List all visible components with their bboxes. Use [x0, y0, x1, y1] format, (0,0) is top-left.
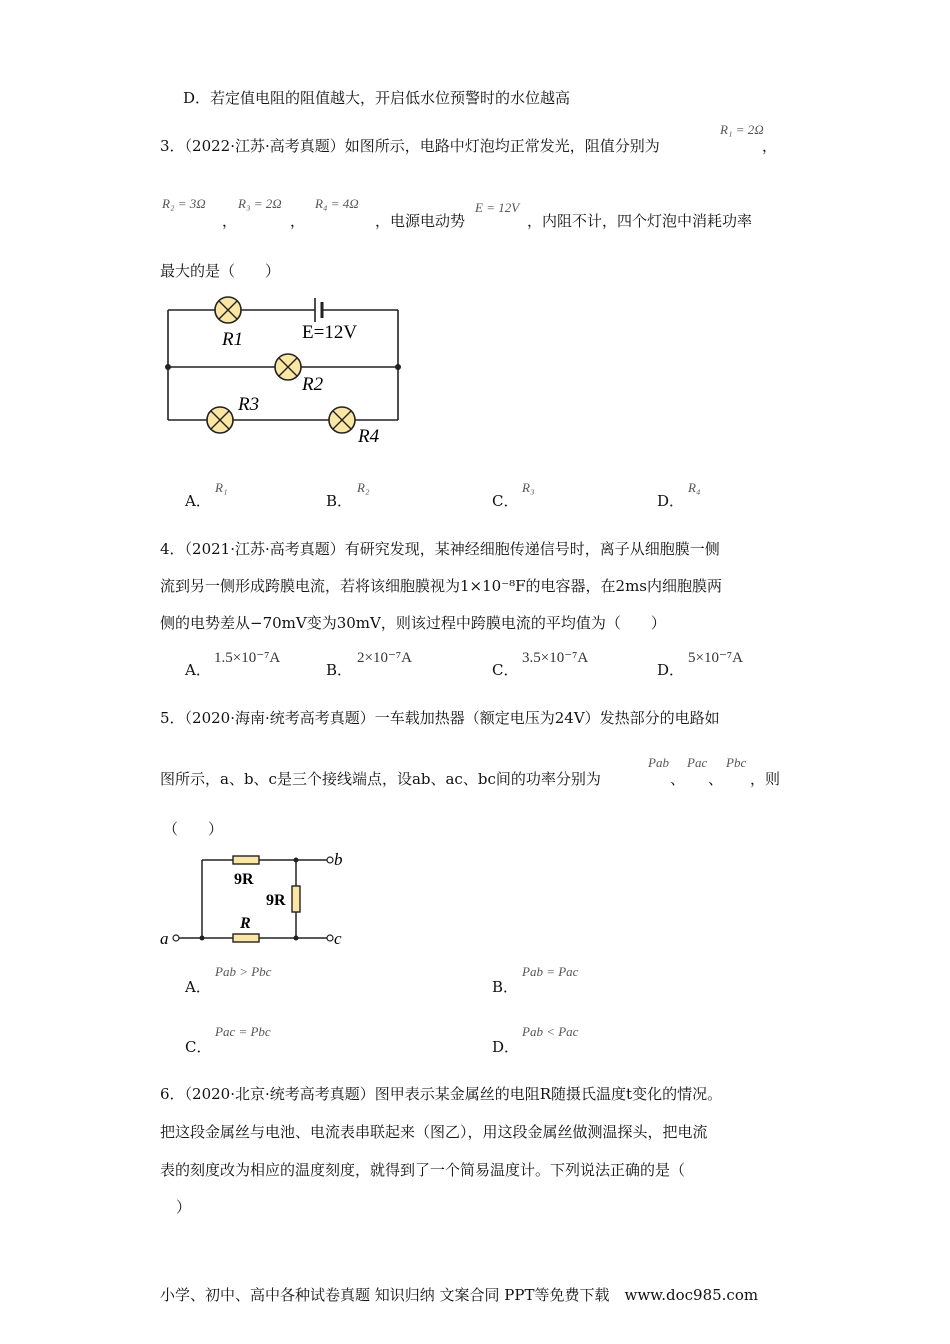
q3-option-c-label[interactable]: C．: [492, 492, 519, 510]
q3-option-d-label[interactable]: D．: [657, 492, 685, 510]
q3-option-d-value[interactable]: R₄: [688, 480, 701, 495]
q4-option-c-label[interactable]: C．: [492, 661, 519, 679]
q3-r2-eq: R₂ = 3Ω: [162, 196, 206, 211]
q5-p-ac: Pac: [687, 755, 708, 770]
label-emf: E=12V: [302, 322, 358, 343]
terminal-b: b: [334, 850, 343, 869]
q3-emf-eq: E = 12V: [475, 200, 520, 215]
q3-line1: 3．（2022·江苏·高考真题）如图所示，电路中灯泡均正常发光，阻值分别为: [160, 137, 660, 155]
q5-option-a-label[interactable]: A．: [185, 978, 211, 996]
q4-option-a-value[interactable]: 1.5×10⁻⁷A: [214, 650, 281, 666]
q3-option-a-value[interactable]: R₁: [215, 480, 228, 495]
q5-option-d-label[interactable]: D．: [492, 1038, 520, 1056]
q3-comma: ，: [222, 212, 238, 230]
lamp-icon: [207, 297, 358, 433]
q3-line3: 最大的是（ ）: [160, 262, 281, 280]
q4-line2: 流到另一侧形成跨膜电流，若将该细胞膜视为1×10⁻⁸F的电容器，在2ms内细胞膜两: [160, 577, 723, 595]
q5-option-c-label[interactable]: C．: [185, 1038, 212, 1056]
q5-option-a-value[interactable]: Pab > Pbc: [215, 964, 272, 979]
q5-line1: 5．（2020·海南·统考高考真题）一车载加热器（额定电压为24V）发热部分的电路如: [160, 709, 720, 727]
q3-circuit-diagram: [0, 0, 950, 460]
terminal-c: c: [334, 929, 342, 948]
q4-line3: 侧的电势差从−70mV变为30mV，则该过程中跨膜电流的平均值为（ ）: [160, 614, 666, 632]
label-top-9r: 9R: [234, 871, 254, 888]
q3-option-a-label[interactable]: A．: [185, 492, 211, 510]
q3-line2-rest: ，内阻不计，四个灯泡中消耗功率: [527, 212, 753, 230]
q6-line1: 6．（2020·北京·统考高考真题）图甲表示某金属丝的电阻R随摄氏温度t变化的情况。: [160, 1085, 723, 1103]
label-r3: R3: [238, 394, 260, 415]
q4-option-c-value[interactable]: 3.5×10⁻⁷A: [522, 650, 589, 666]
q4-option-b-value[interactable]: 2×10⁻⁷A: [357, 650, 412, 666]
q6-line2: 把这段金属丝与电池、电流表串联起来（图乙），用这段金属丝做测温探头，把电流: [160, 1123, 708, 1141]
q6-line4: ）: [176, 1198, 192, 1216]
q4-line1: 4．（2021·江苏·高考真题）有研究发现，某神经细胞传递信号时，离子从细胞膜一侧: [160, 540, 720, 558]
q5-option-d-value[interactable]: Pab < Pac: [522, 1024, 579, 1039]
q4-option-d-value[interactable]: 5×10⁻⁷A: [688, 650, 743, 666]
q4-option-d-label[interactable]: D．: [657, 661, 685, 679]
q3-comma: ，: [762, 137, 778, 155]
label-right-9r: 9R: [266, 892, 286, 909]
q3-option-b-value[interactable]: R₂: [357, 480, 370, 495]
q4-option-a-label[interactable]: A．: [185, 661, 211, 679]
page-footer: 小学、初中、高中各种试卷真题 知识归纳 文案合同 PPT等免费下载 www.doc985.com: [160, 1286, 759, 1304]
q3-comma: ，: [290, 212, 306, 230]
q3-r4-eq: R₄ = 4Ω: [315, 196, 359, 211]
q5-line2-end: ，则: [750, 770, 781, 788]
q6-line3: 表的刻度改为相应的温度刻度，就得到了一个简易温度计。下列说法正确的是（: [160, 1161, 686, 1179]
q3-emf-text: ，电源电动势: [375, 212, 466, 230]
q3-r3-eq: R₃ = 2Ω: [238, 196, 282, 211]
q5-option-b-label[interactable]: B．: [492, 978, 519, 996]
q4-option-b-label[interactable]: B．: [326, 661, 353, 679]
q5-p-bc: Pbc: [726, 755, 747, 770]
q5-p-ab: Pab: [648, 755, 669, 770]
q3-r1-eq: R₁ = 2Ω: [720, 122, 764, 137]
q5-option-c-value[interactable]: Pac = Pbc: [215, 1024, 271, 1039]
terminal-a: a: [160, 929, 169, 948]
label-r4: R4: [358, 426, 380, 447]
prev-option-d: D．若定值电阻的阻值越大，开启低水位预警时的水位越高: [183, 89, 571, 107]
q5-line3: （ ）: [163, 820, 224, 838]
label-bottom-r: R: [240, 915, 251, 932]
q5-sep: 、: [670, 770, 686, 788]
q3-option-b-label[interactable]: B．: [326, 492, 353, 510]
q3-option-c-value[interactable]: R₃: [522, 480, 535, 495]
q5-line2: 图所示，a、b、c是三个接线端点，设ab、ac、bc间的功率分别为: [160, 770, 601, 788]
q5-circuit-diagram: [0, 840, 400, 960]
q5-option-b-value[interactable]: Pab = Pac: [522, 964, 579, 979]
label-r1: R1: [222, 329, 244, 350]
label-r2: R2: [302, 374, 324, 395]
q5-sep: 、: [708, 770, 724, 788]
